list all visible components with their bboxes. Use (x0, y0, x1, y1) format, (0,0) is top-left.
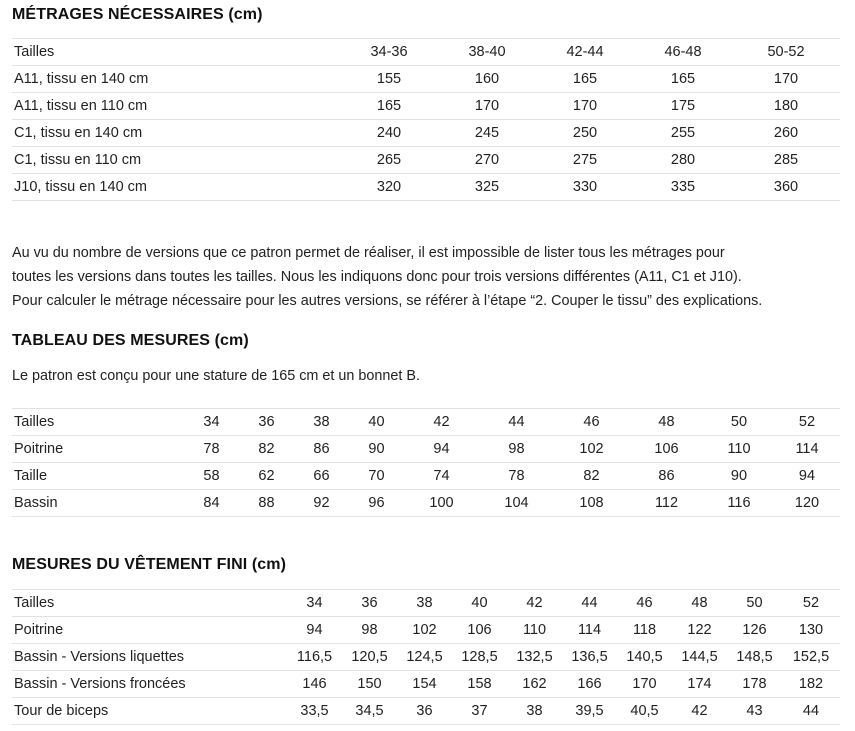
table-cell: 120,5 (342, 644, 397, 671)
column-header-size: 38 (294, 409, 349, 436)
table-cell: 152,5 (782, 644, 840, 671)
table-cell: 130 (782, 617, 840, 644)
fini-table-body (12, 590, 840, 725)
table-cell: 78 (184, 436, 239, 463)
row-label: Taille (12, 463, 184, 490)
table-cell: 70 (349, 463, 404, 490)
table-cell: 170 (732, 66, 840, 93)
row-label: C1, tissu en 140 cm (12, 120, 340, 147)
column-header-size: 50 (704, 409, 774, 436)
column-header-label: Tailles (12, 39, 340, 66)
table-cell: 44 (782, 698, 840, 725)
table-cell: 165 (340, 93, 438, 120)
table-cell: 114 (774, 436, 840, 463)
column-header-size: 42-44 (536, 39, 634, 66)
table-cell: 110 (704, 436, 774, 463)
row-label: J10, tissu en 140 cm (12, 174, 340, 201)
table-cell: 94 (404, 436, 479, 463)
column-header-size: 36 (239, 409, 294, 436)
table-cell: 170 (617, 671, 672, 698)
row-label: Poitrine (12, 436, 184, 463)
table-cell: 270 (438, 147, 536, 174)
table-cell: 158 (452, 671, 507, 698)
table-cell: 118 (617, 617, 672, 644)
metrages-note-line-3: Pour calculer le métrage nécessaire pour les autres versions, se référer à l’étape “2. Couper le tissu” des explications. (12, 293, 763, 309)
table-row (12, 147, 840, 174)
table-row (12, 93, 840, 120)
table-cell: 320 (340, 174, 438, 201)
table-cell: 94 (287, 617, 342, 644)
table-row (12, 436, 840, 463)
table-cell: 175 (634, 93, 732, 120)
table-cell: 325 (438, 174, 536, 201)
table-cell: 37 (452, 698, 507, 725)
table-cell: 280 (634, 147, 732, 174)
table-row (12, 698, 840, 725)
table-cell: 140,5 (617, 644, 672, 671)
metrages-note-line-1: Au vu du nombre de versions que ce patron permet de réaliser, il est impossible de lister tous les métrages pour (12, 245, 725, 261)
header-row (12, 590, 840, 617)
table-cell: 82 (554, 463, 629, 490)
row-label: A11, tissu en 140 cm (12, 66, 340, 93)
table-cell: 178 (727, 671, 782, 698)
table-cell: 39,5 (562, 698, 617, 725)
table-cell: 106 (629, 436, 704, 463)
table-cell: 170 (438, 93, 536, 120)
table-cell: 98 (479, 436, 554, 463)
table-cell: 155 (340, 66, 438, 93)
column-header-size: 46-48 (634, 39, 732, 66)
table-row (12, 66, 840, 93)
table-row (12, 490, 840, 517)
mesures-table (12, 408, 840, 517)
column-header-size: 42 (507, 590, 562, 617)
table-cell: 260 (732, 120, 840, 147)
row-label: Bassin (12, 490, 184, 517)
metrages-table-body (12, 39, 840, 201)
column-header-size: 42 (404, 409, 479, 436)
table-cell: 160 (438, 66, 536, 93)
row-label: Poitrine (12, 617, 287, 644)
fini-title: MESURES DU VÊTEMENT FINI (cm) (12, 556, 287, 573)
table-row (12, 463, 840, 490)
table-cell: 90 (704, 463, 774, 490)
table-row (12, 120, 840, 147)
table-cell: 112 (629, 490, 704, 517)
table-cell: 122 (672, 617, 727, 644)
table-cell: 174 (672, 671, 727, 698)
table-cell: 245 (438, 120, 536, 147)
column-header-size: 34-36 (340, 39, 438, 66)
table-cell: 162 (507, 671, 562, 698)
table-cell: 86 (629, 463, 704, 490)
row-label: Tour de biceps (12, 698, 287, 725)
table-cell: 144,5 (672, 644, 727, 671)
table-cell: 34,5 (342, 698, 397, 725)
table-cell: 150 (342, 671, 397, 698)
table-row (12, 174, 840, 201)
row-label: C1, tissu en 110 cm (12, 147, 340, 174)
column-header-size: 44 (562, 590, 617, 617)
table-cell: 250 (536, 120, 634, 147)
table-cell: 360 (732, 174, 840, 201)
mesures-table-body (12, 409, 840, 517)
table-cell: 136,5 (562, 644, 617, 671)
table-cell: 240 (340, 120, 438, 147)
table-cell: 182 (782, 671, 840, 698)
table-cell: 170 (536, 93, 634, 120)
table-cell: 104 (479, 490, 554, 517)
table-row (12, 617, 840, 644)
row-label: A11, tissu en 110 cm (12, 93, 340, 120)
table-cell: 36 (397, 698, 452, 725)
column-header-size: 38 (397, 590, 452, 617)
column-header-label: Tailles (12, 409, 184, 436)
table-cell: 108 (554, 490, 629, 517)
column-header-size: 48 (672, 590, 727, 617)
header-row (12, 39, 840, 66)
table-cell: 255 (634, 120, 732, 147)
column-header-size: 44 (479, 409, 554, 436)
table-cell: 74 (404, 463, 479, 490)
table-cell: 120 (774, 490, 840, 517)
row-label: Bassin - Versions liquettes (12, 644, 287, 671)
table-cell: 86 (294, 436, 349, 463)
column-header-label: Tailles (12, 590, 287, 617)
table-cell: 88 (239, 490, 294, 517)
row-label: Bassin - Versions froncées (12, 671, 287, 698)
column-header-size: 40 (452, 590, 507, 617)
mesures-note: Le patron est conçu pour une stature de 165 cm et un bonnet B. (12, 368, 421, 384)
table-cell: 165 (634, 66, 732, 93)
table-cell: 96 (349, 490, 404, 517)
table-cell: 84 (184, 490, 239, 517)
table-cell: 38 (507, 698, 562, 725)
table-cell: 165 (536, 66, 634, 93)
column-header-size: 34 (287, 590, 342, 617)
table-cell: 102 (397, 617, 452, 644)
table-cell: 275 (536, 147, 634, 174)
table-cell: 90 (349, 436, 404, 463)
table-cell: 265 (340, 147, 438, 174)
table-cell: 110 (507, 617, 562, 644)
table-cell: 335 (634, 174, 732, 201)
metrages-table (12, 38, 840, 201)
table-cell: 43 (727, 698, 782, 725)
table-cell: 33,5 (287, 698, 342, 725)
column-header-size: 36 (342, 590, 397, 617)
table-cell: 126 (727, 617, 782, 644)
header-row (12, 409, 840, 436)
column-header-size: 40 (349, 409, 404, 436)
table-cell: 132,5 (507, 644, 562, 671)
table-cell: 166 (562, 671, 617, 698)
table-row (12, 644, 840, 671)
table-cell: 116 (704, 490, 774, 517)
metrages-note-line-2: toutes les versions dans toutes les tailles. Nous les indiquons donc pour trois versions différentes (A11, C1 et J10). (12, 269, 742, 285)
table-cell: 98 (342, 617, 397, 644)
fini-table (12, 589, 840, 725)
column-header-size: 50-52 (732, 39, 840, 66)
table-cell: 330 (536, 174, 634, 201)
table-cell: 92 (294, 490, 349, 517)
column-header-size: 52 (782, 590, 840, 617)
table-cell: 124,5 (397, 644, 452, 671)
mesures-title: TABLEAU DES MESURES (cm) (12, 332, 249, 349)
column-header-size: 50 (727, 590, 782, 617)
table-cell: 66 (294, 463, 349, 490)
table-cell: 42 (672, 698, 727, 725)
table-cell: 285 (732, 147, 840, 174)
column-header-size: 52 (774, 409, 840, 436)
table-cell: 62 (239, 463, 294, 490)
metrages-note (12, 241, 762, 313)
table-cell: 154 (397, 671, 452, 698)
table-cell: 82 (239, 436, 294, 463)
column-header-size: 38-40 (438, 39, 536, 66)
table-cell: 78 (479, 463, 554, 490)
table-cell: 180 (732, 93, 840, 120)
table-cell: 114 (562, 617, 617, 644)
metrages-title: MÉTRAGES NÉCESSAIRES (cm) (12, 6, 263, 23)
table-cell: 128,5 (452, 644, 507, 671)
table-cell: 100 (404, 490, 479, 517)
table-cell: 40,5 (617, 698, 672, 725)
table-cell: 106 (452, 617, 507, 644)
table-cell: 102 (554, 436, 629, 463)
table-cell: 116,5 (287, 644, 342, 671)
column-header-size: 48 (629, 409, 704, 436)
table-cell: 58 (184, 463, 239, 490)
table-cell: 146 (287, 671, 342, 698)
table-cell: 94 (774, 463, 840, 490)
column-header-size: 34 (184, 409, 239, 436)
table-row (12, 671, 840, 698)
column-header-size: 46 (554, 409, 629, 436)
table-cell: 148,5 (727, 644, 782, 671)
column-header-size: 46 (617, 590, 672, 617)
